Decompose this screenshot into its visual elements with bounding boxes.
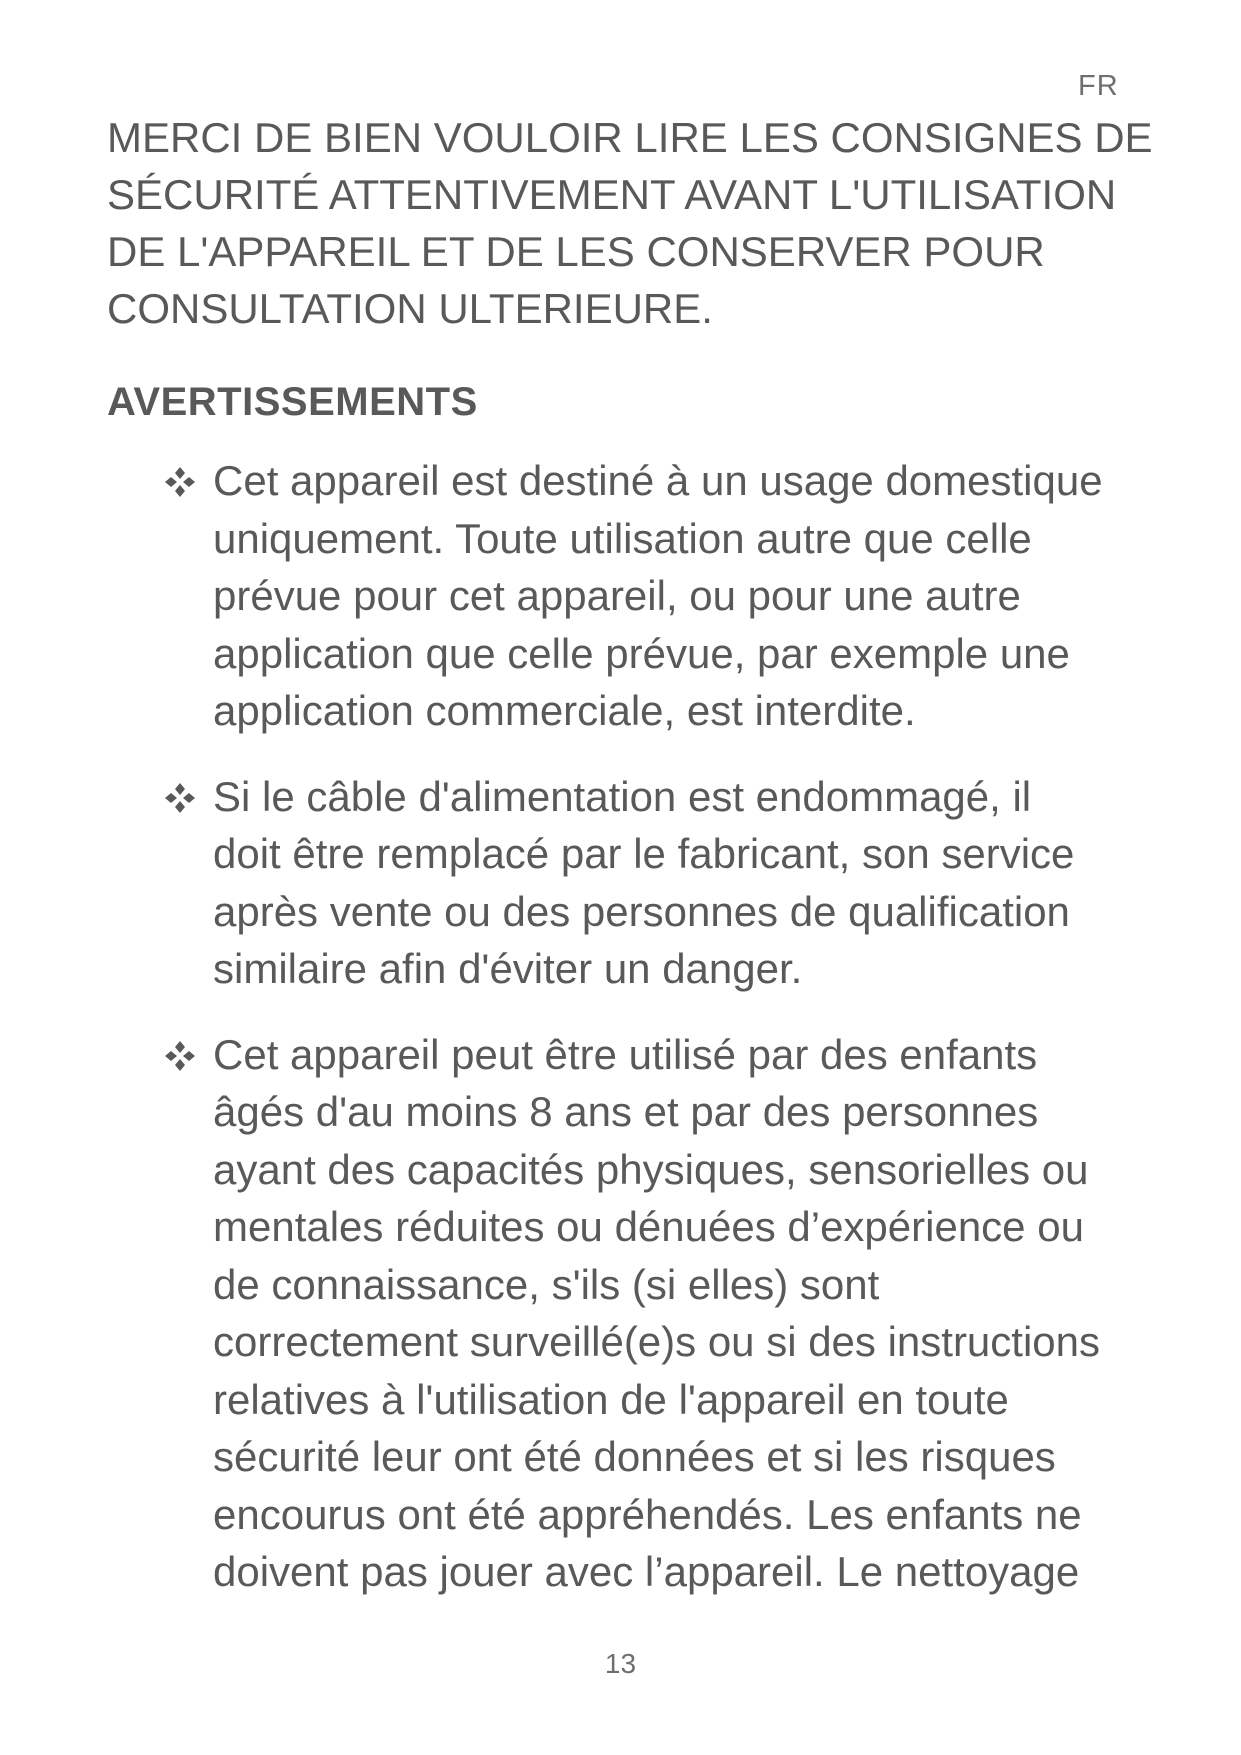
warning-line: relatives à l'utilisation de l'appareil en toute [213,1375,1009,1423]
intro-line: SÉCURITÉ ATTENTIVEMENT AVANT L'UTILISATION [107,171,1117,218]
safety-intro-heading [107,109,1153,337]
warning-line: sécurité leur ont été données et si les risques [213,1433,1056,1480]
warning-item [163,452,1163,740]
warning-line: doit être remplacé par le fabricant, son service [213,830,1075,877]
warning-line: uniquement. Toute utilisation autre que celle [213,514,1032,562]
warning-line: âgés d'au moins 8 ans et par des personnes [213,1088,1039,1135]
warning-item [163,768,1163,998]
warning-line: doivent pas jouer avec l’appareil. Le nettoyage [213,1548,1080,1595]
warning-item [163,1026,1163,1601]
warning-line: mentales réduites ou dénuées d’expérience ou [213,1203,1084,1250]
page-number: 13 [604,1648,637,1679]
warning-line: après vente ou des personnes de qualification [213,887,1070,935]
section-title: AVERTISSEMENTS [107,380,478,424]
warning-line: Si le câble d'alimentation est endommagé, il [213,772,1032,820]
four-diamond-bullet-icon [163,465,197,499]
warning-line: prévue pour cet appareil, ou pour une autre [213,572,1021,619]
warning-line: encourus ont été appréhendés. Les enfants ne [213,1490,1082,1538]
language-label: FR [1078,70,1119,102]
intro-line: CONSULTATION ULTERIEURE. [107,285,713,332]
warning-line: application commerciale, est interdite. [213,687,916,734]
four-diamond-bullet-icon [163,781,197,815]
warnings-list [163,452,1163,1601]
warning-line: similaire afin d'éviter un danger. [213,945,803,992]
warning-line: correctement surveillé(e)s ou si des instructions [213,1318,1101,1365]
intro-line: MERCI DE BIEN VOULOIR LIRE LES CONSIGNES DE [107,114,1153,161]
warning-line: ayant des capacités physiques, sensorielles ou [213,1145,1089,1193]
warning-line: Cet appareil peut être utilisé par des enfants [213,1030,1038,1078]
warning-line: application que celle prévue, par exemple une [213,629,1070,677]
intro-line: DE L'APPAREIL ET DE LES CONSERVER POUR [107,228,1045,275]
warning-line: de connaissance, s'ils (si elles) sont [213,1260,880,1308]
warning-line: Cet appareil est destiné à un usage domestique [213,457,1103,504]
four-diamond-bullet-icon [163,1039,197,1073]
